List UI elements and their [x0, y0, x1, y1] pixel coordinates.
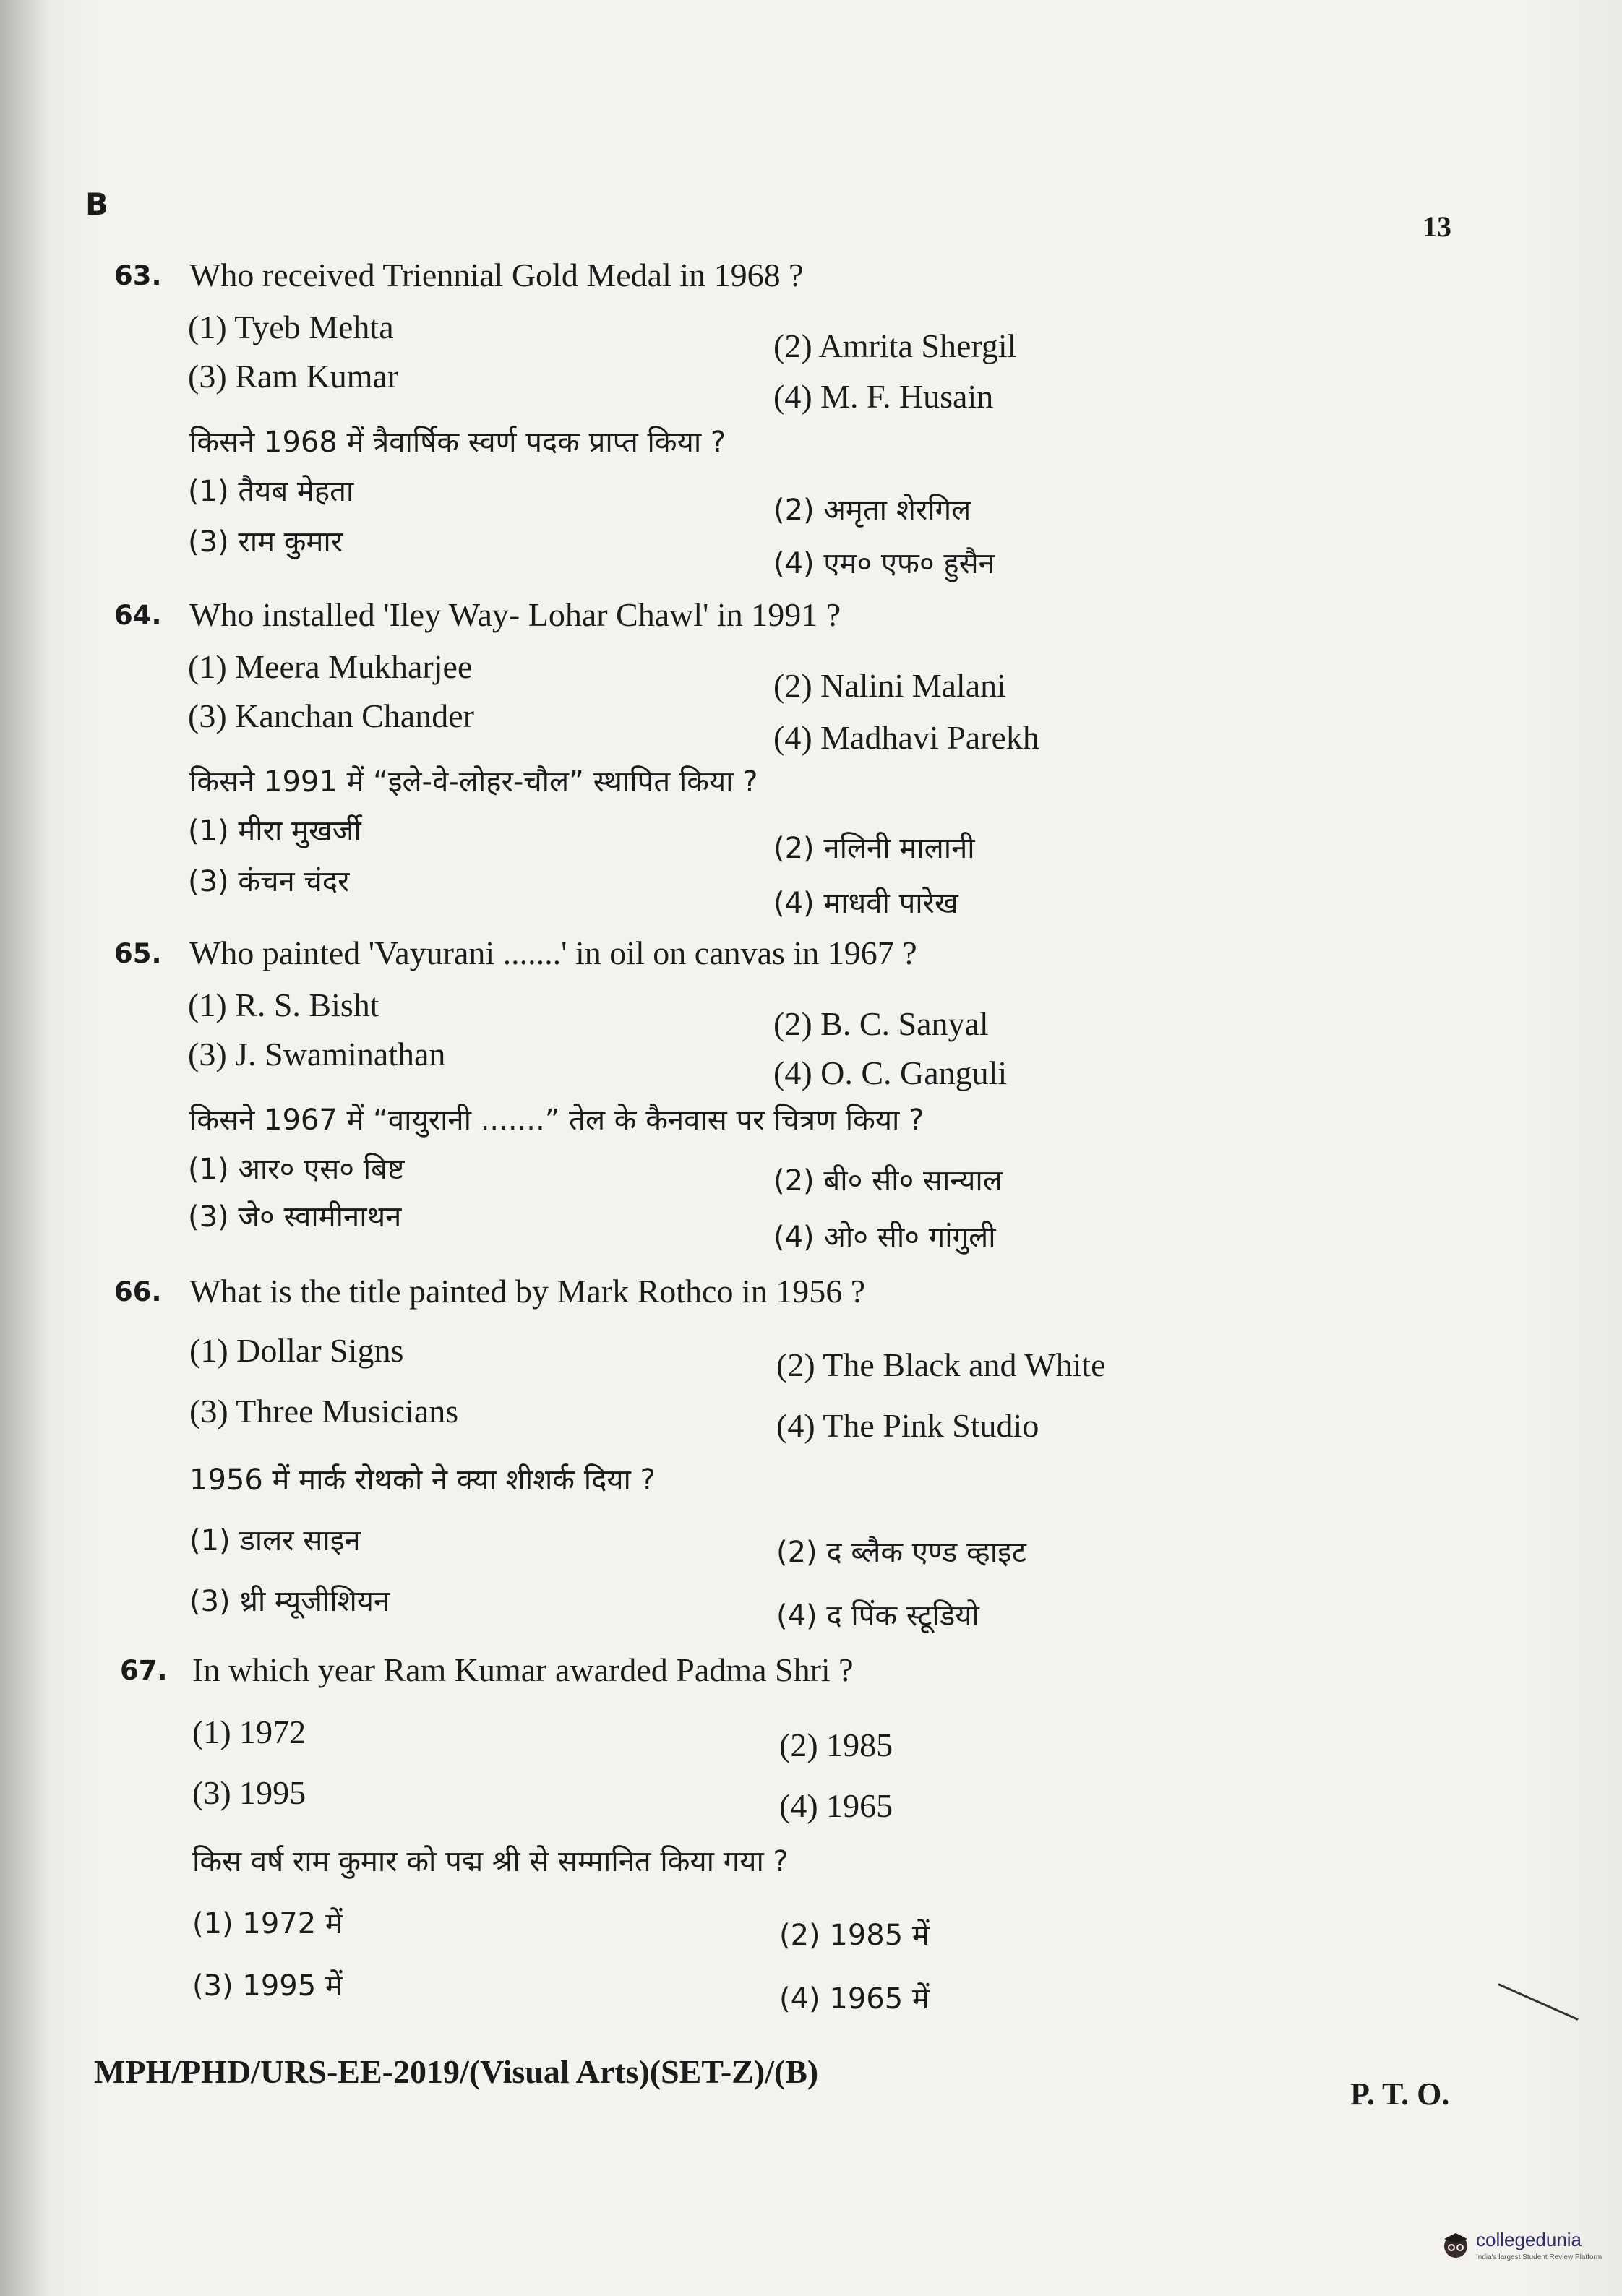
option-1-hi: (1) आर० एस० बिष्ट [188, 1153, 405, 1186]
collegedunia-logo-icon [1440, 2229, 1472, 2261]
option-4-hi: (4) माधवी पारेख [773, 887, 958, 920]
question-text-hi: किसने 1968 में त्रैवार्षिक स्वर्ण पदक प्राप्त किया ? [189, 426, 726, 459]
question-number: 65. [114, 938, 162, 969]
option-2-hi: (2) 1985 में [779, 1919, 930, 1952]
option-3-en: (3) J. Swaminathan [188, 1036, 446, 1072]
collegedunia-watermark [1440, 2226, 1613, 2284]
question-number: 66. [114, 1276, 162, 1307]
option-1-en: (1) 1972 [192, 1714, 306, 1750]
option-3-hi: (3) कंचन चंदर [188, 865, 350, 898]
option-4-en: (4) The Pink Studio [776, 1407, 1039, 1444]
option-4-en: (4) O. C. Ganguli [773, 1054, 1008, 1091]
option-2-en: (2) B. C. Sanyal [773, 1005, 989, 1042]
option-3-hi: (3) राम कुमार [188, 525, 343, 559]
option-2-hi: (2) नलिनी मालानी [773, 832, 975, 865]
option-2-en: (2) The Black and White [776, 1346, 1106, 1383]
option-1-en: (1) R. S. Bisht [188, 986, 379, 1023]
question-number: 64. [114, 600, 162, 631]
option-2-en: (2) Amrita Shergil [773, 327, 1017, 364]
question-text-hi: 1956 में मार्क रोथको ने क्या शीशर्क दिया ? [189, 1463, 656, 1497]
option-4-en: (4) 1965 [779, 1787, 893, 1824]
option-4-hi: (4) 1965 में [779, 1982, 930, 2016]
option-4-hi: (4) ओ० सी० गांगुली [773, 1221, 996, 1254]
option-1-hi: (1) 1972 में [192, 1907, 343, 1940]
option-3-en: (3) Three Musicians [189, 1393, 459, 1429]
option-3-hi: (3) जे० स्वामीनाथन [188, 1200, 402, 1234]
page-edge-shadow [0, 0, 51, 2296]
option-1-en: (1) Dollar Signs [189, 1332, 404, 1369]
question-text-hi: किसने 1967 में “वायुरानी .......” तेल के कैनवास पर चित्रण किया ? [189, 1104, 924, 1137]
option-1-en: (1) Meera Mukharjee [188, 648, 473, 685]
option-2-hi: (2) बी० सी० सान्याल [773, 1164, 1003, 1198]
option-1-hi: (1) डालर साइन [189, 1524, 361, 1557]
set-letter: B [85, 186, 109, 222]
option-3-hi: (3) 1995 में [192, 1969, 343, 2003]
watermark-tagline: India's largest Student Review Platform [1476, 2253, 1602, 2261]
paper-code: MPH/PHD/URS-EE-2019/(Visual Arts)(SET-Z)/(B) [94, 2053, 819, 2090]
option-2-en: (2) 1985 [779, 1727, 893, 1763]
option-3-en: (3) Ram Kumar [188, 358, 399, 395]
question-text-en: In which year Ram Kumar awarded Padma Shri ? [192, 1651, 854, 1688]
option-1-hi: (1) तैयब मेहता [188, 475, 354, 508]
question-text-en: Who installed 'Iley Way- Lohar Chawl' in 1991 ? [189, 596, 841, 633]
option-3-en: (3) 1995 [192, 1774, 306, 1811]
option-4-en: (4) Madhavi Parekh [773, 719, 1039, 756]
option-4-en: (4) M. F. Husain [773, 378, 994, 415]
question-text-en: What is the title painted by Mark Rothco in 1956 ? [189, 1273, 866, 1310]
page-number: 13 [1423, 210, 1451, 243]
pto-label: P. T. O. [1350, 2076, 1450, 2112]
question-text-hi: किसने 1991 में “इले-वे-लोहर-चौल” स्थापित किया ? [189, 765, 758, 799]
option-2-hi: (2) द ब्लैक एण्ड व्हाइट [776, 1536, 1026, 1569]
option-3-en: (3) Kanchan Chander [188, 697, 474, 734]
question-text-en: Who painted 'Vayurani .......' in oil on canvas in 1967 ? [189, 934, 917, 971]
option-2-hi: (2) अमृता शेरगिल [773, 494, 971, 527]
question-number: 63. [114, 260, 162, 291]
option-1-en: (1) Tyeb Mehta [188, 309, 394, 345]
question-text-en: Who received Triennial Gold Medal in 1968 ? [189, 257, 804, 293]
question-text-hi: किस वर्ष राम कुमार को पद्म श्री से सम्मानित किया गया ? [192, 1845, 789, 1878]
option-3-hi: (3) थ्री म्यूजीशियन [189, 1585, 390, 1618]
watermark-name: collegedunia [1476, 2229, 1582, 2250]
pen-stroke-mark [1496, 1980, 1583, 2024]
question-number: 67. [120, 1655, 168, 1686]
option-4-hi: (4) एम० एफ० हुसैन [773, 547, 995, 580]
option-4-hi: (4) द पिंक स्टूडियो [776, 1599, 979, 1633]
option-2-en: (2) Nalini Malani [773, 667, 1006, 704]
option-1-hi: (1) मीरा मुखर्जी [188, 814, 361, 848]
